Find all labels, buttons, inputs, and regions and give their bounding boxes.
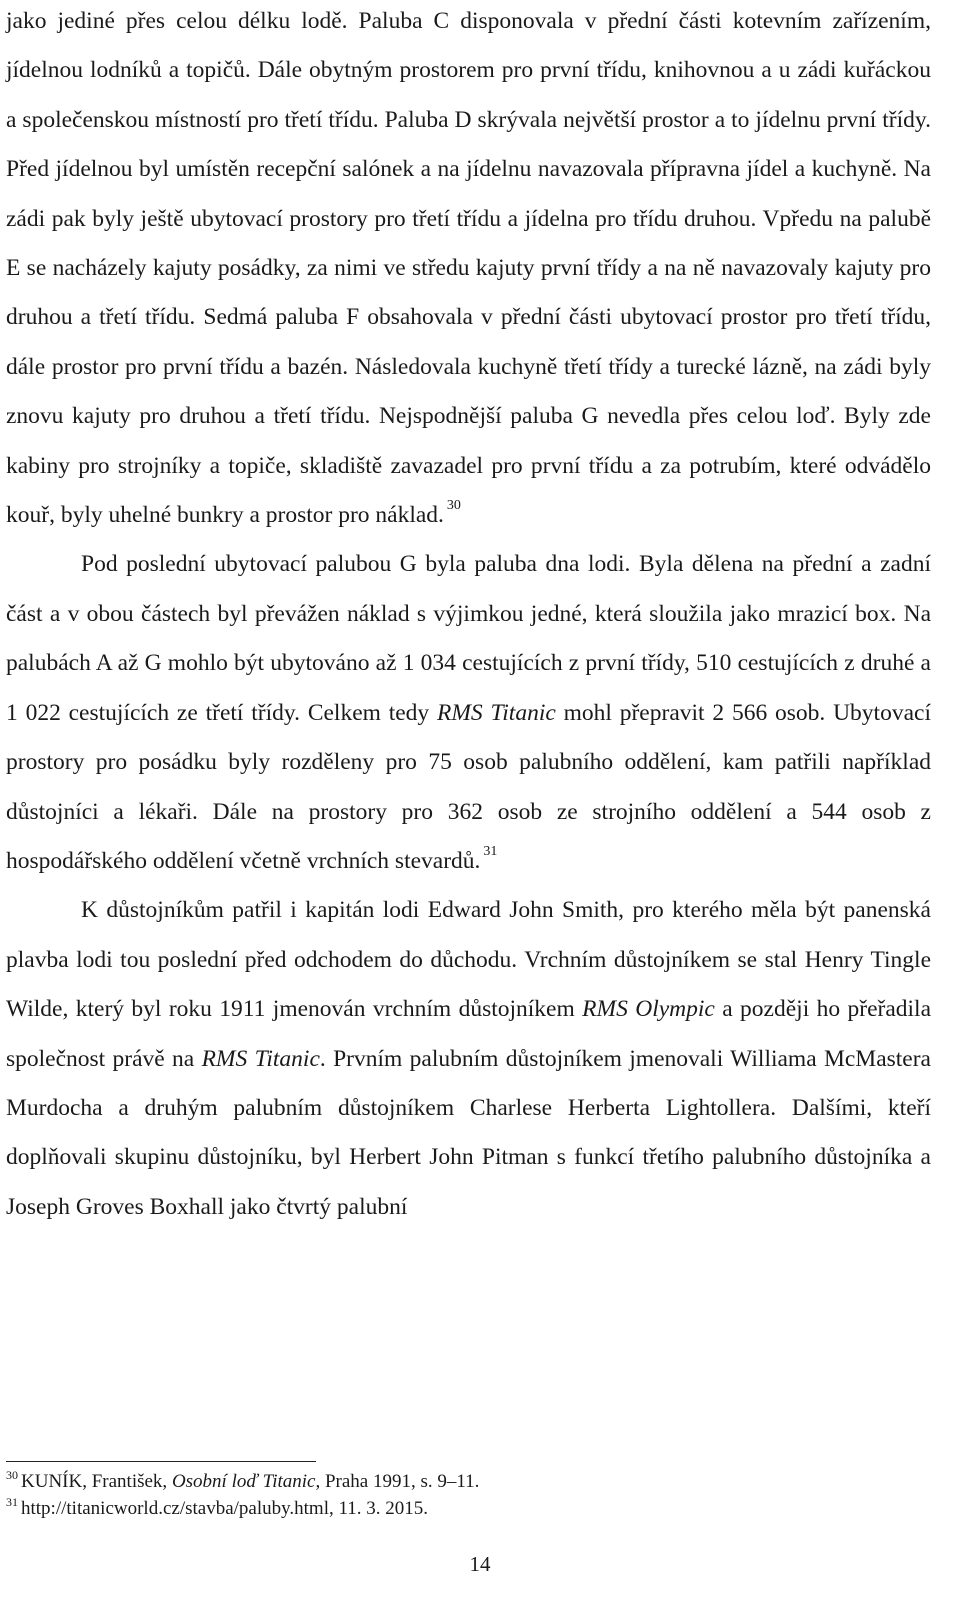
ship-name-titanic: RMS Titanic	[437, 699, 556, 726]
footnote-details: , Praha 1991, s. 9–11.	[315, 1471, 480, 1492]
footnote-separator	[6, 1461, 316, 1462]
footnote-31	[6, 1496, 931, 1523]
footnote-reference-30[interactable]: 30	[446, 498, 461, 514]
paragraph-decks-c-to-g	[6, 0, 931, 543]
footnote-reference-31[interactable]: 31	[483, 843, 498, 859]
ship-name-olympic: RMS Olympic	[582, 996, 715, 1023]
page-number: 14	[469, 1552, 491, 1576]
footnote-number: 31	[6, 1495, 18, 1509]
footnote-link[interactable]: http://titanicworld.cz/stavba/paluby.html, 11. 3. 2015.	[21, 1498, 429, 1519]
paragraph-text: mohl přepravit 2 566 osob. Ubytovací prostory pro posádku byly rozděleny pro 75 osob palubního oddělení, kam patřili například důstojníci a lékaři. Dále na prostory pro 362 osob ze strojního oddělení a 544 osob z hospodářského oddělení včetně vrchních stevardů.	[6, 699, 931, 874]
paragraph-text: . Prvním palubním důstojníkem jmenovali Williama McMastera Murdocha a druhým palubním důstojníkem Charlese Herberta Lightollera. Dalšími, kteří doplňovali skupinu důstojníku, byl Herbert John Pitman s funkcí třetího palubního důstojníka a Joseph Groves Boxhall jako čtvrtý palubní	[6, 1045, 931, 1220]
paragraph-bottom-deck-capacity	[6, 540, 931, 889]
footnote-30	[6, 1469, 931, 1496]
paragraph-text: Pod poslední ubytovací palubou G byla paluba dna lodi. Byla dělena na přední a zadní část a v obou částech byl převážen náklad s výjimkou jedné, která sloužila jako mrazicí box. Na palubách A až G mohlo být ubytováno až 1 034 cestujících z první třídy, 510 cestujících z druhé a 1 022 cestujících ze třetí třídy. Celkem tedy	[6, 551, 931, 726]
ship-name-titanic: RMS Titanic	[201, 1045, 320, 1072]
footnote-author: KUNÍK, František,	[21, 1471, 172, 1492]
footnote-title: Osobní loď Titanic	[171, 1471, 316, 1492]
paragraph-text: a později ho přeřadila společnost právě na	[6, 996, 931, 1072]
paragraph-text: K důstojníkům patřil i kapitán lodi Edward John Smith, pro kterého měla být panenská plavba lodi tou poslední před odchodem do důchodu. Vrchním důstojníkem se stal Henry Tingle Wilde, který byl roku 1911 jmenován vrchním důstojníkem	[6, 897, 931, 1023]
footnote-number: 30	[6, 1468, 18, 1482]
paragraph-officers	[6, 886, 931, 1232]
paragraph-text: jako jediné přes celou délku lodě. Paluba C disponovala v přední části kotevním zařízením, jídelnou lodníků a topičů. Dále obytným prostorem pro první třídu, knihovnou a u zádi kuřáckou a společenskou místností pro třetí třídu. Paluba D skrývala největší prostor a to jídelnu první třídy. Před jídelnou byl umístěn recepční salónek a na jídelnu navazovala přípravna jídel a kuchyně. Na zádi pak byly ještě ubytovací prostory pro třetí třídu a jídelna pro třídu druhou. Vpředu na palubě E se nacházely kajuty posádky, za nimi ve středu kajuty první třídy a na ně navazovaly kajuty pro druhou a třetí třídu. Sedmá paluba F obsahovala v přední části ubytovací prostor pro třetí třídu, dále prostor pro první třídu a bazén. Následovala kuchyně třetí třídy a turecké lázně, na zádi byly znovu kajuty pro druhou a třetí třídu. Nejspodnější paluba G nevedla přes celou loď. Byly zde kabiny pro strojníky a topiče, skladiště zavazadel pro první třídu a za potrubím, které odvádělo kouř, byly uhelné bunkry a prostor pro náklad.	[6, 8, 931, 529]
footnotes	[6, 1469, 931, 1523]
page-body	[6, 0, 931, 1232]
